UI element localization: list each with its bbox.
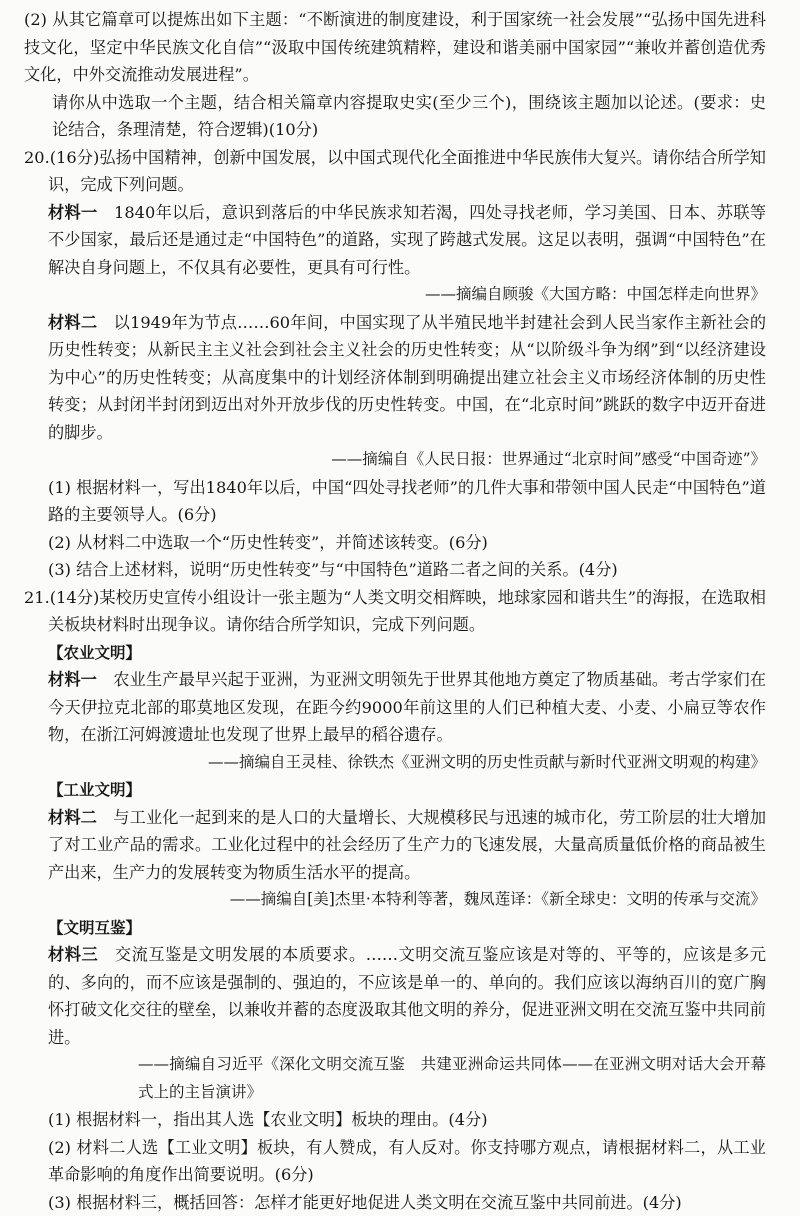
material-label: 材料一 <box>48 670 97 689</box>
material-source: ——摘编自习近平《深化文明交流互鉴 共建亚洲命运共同体——在亚洲文明对话大会开幕式上的主旨演讲》 <box>48 1051 766 1106</box>
question-number: 20. <box>24 148 50 167</box>
section-tag: 【文明互鉴】 <box>48 914 766 942</box>
material-label: 材料二 <box>48 808 97 827</box>
material-source: ——摘编自[美]杰里·本特利等著，魏凤莲译：《新全球史：文明的传承与交流》 <box>48 886 766 914</box>
material-text: 以1949年为节点……60年间，中国实现了从半殖民地半封建社会到人民当家作主新社会的历史性转变；从新民主主义社会到社会主义社会的历史性转变；从“以阶级斗争为纲”到“以经济建设为中心”的历史性转变；从高度集中的计划经济体制到明确提出建立社会主义市场经济体制的历史性转变；从封闭半封闭到迈出对外开放步伐的历史性转变。中国，在“北京时间”跳跃的数字中迈开奋进的脚步。 <box>48 313 766 442</box>
section-tag: 【工业文明】 <box>48 776 766 804</box>
question-21 <box>24 584 766 1216</box>
sub-question: (3) 根据材料三，概括回答：怎样才能更好地促进人类文明在交流互鉴中共同前进。(4分) <box>48 1189 766 1216</box>
sub-question: (1) 根据材料一，指出其人选【农业文明】板块的理由。(4分) <box>48 1106 766 1134</box>
material-text: 交流互鉴是文明发展的本质要求。……文明交流互鉴应该是对等的、平等的，应该是多元的、多向的，而不应该是强制的、强迫的，不应该是单一的、单向的。我们应该以海纳百川的宽广胸怀打破文化交往的壁垒，以兼收并蓄的态度汲取其他文明的养分，促进亚洲文明在交流互鉴中共同前进。 <box>48 945 766 1047</box>
q21-intro: (14分)某校历史宣传小组设计一张主题为“人类文明交相辉映，地球家园和谐共生”的海报，在选取相关板块材料时出现争议。请你结合所学知识，完成下列问题。 <box>48 588 766 635</box>
material-label: 材料二 <box>48 313 97 332</box>
material-text: 与工业化一起到来的是人口的大量增长、大规模移民与迅速的城市化，劳工阶层的壮大增加了对工业产品的需求。工业化过程中的社会经历了生产力的飞速发展，大量高质量低价格的商品被生产出来，生产力的发展转变为物质生活水平的提高。 <box>48 808 766 882</box>
material-text: 1840年以后，意识到落后的中华民族求知若渴，四处寻找老师，学习美国、日本、苏联等不少国家，最后还是通过走“中国特色”的道路，实现了跨越式发展。这足以表明，强调“中国特色”在解决自身问题上，不仅具有必要性，更具有可行性。 <box>48 203 766 277</box>
q19-part2-themes: (2) 从其它篇章可以提炼出如下主题：“不断演进的制度建设，利于国家统一社会发展”“弘扬中国先进科技文化，坚定中华民族文化自信”“汲取中国传统建筑精粹，建设和谐美丽中国家园”“兼收并蓄创造优秀文化，中外交流推动发展进程”。 <box>24 6 766 89</box>
material-source: ——摘编自《人民日报：世界通过“北京时间”感受“中国奇迹”》 <box>48 446 766 474</box>
question-20 <box>24 144 766 584</box>
section-tag: 【农业文明】 <box>48 639 766 667</box>
sub-question: (1) 根据材料一，写出1840年以后，中国“四处寻找老师”的几件大事和带领中国人民走“中国特色”道路的主要领导人。(6分) <box>48 474 766 529</box>
q19-part2-task: 请你从中选取一个主题，结合相关篇章内容提取史实(至少三个)，围绕该主题加以论述。(要求：史论结合，条理清楚，符合逻辑)(10分) <box>24 89 766 144</box>
q20-intro: (16分)弘扬中国精神，创新中国发展，以中国式现代化全面推进中华民族伟大复兴。请你结合所学知识，完成下列问题。 <box>48 148 766 195</box>
sub-question: (3) 结合上述材料，说明“历史性转变”与“中国特色”道路二者之间的关系。(4分) <box>48 556 766 584</box>
material-text: 农业生产最早兴起于亚洲，为亚洲文明领先于世界其他地方奠定了物质基础。考古学家们在今天伊拉克北部的耶莫地区发现，在距今约9000年前这里的人们已种植大麦、小麦、小扁豆等农作物，在浙江河姆渡遗址也发现了世界上最早的稻谷遗存。 <box>48 670 766 744</box>
material-source: ——摘编自顾骏《大国方略：中国怎样走向世界》 <box>48 281 766 309</box>
material-label: 材料三 <box>48 945 98 964</box>
question-19-part-2 <box>24 6 766 144</box>
material-label: 材料一 <box>48 203 98 222</box>
question-number: 21. <box>24 588 50 607</box>
sub-question: (2) 材料二人选【工业文明】板块，有人赞成，有人反对。你支持哪方观点，请根据材料二，从工业革命影响的角度作出简要说明。(6分) <box>48 1134 766 1189</box>
sub-question: (2) 从材料二中选取一个“历史性转变”，并简述该转变。(6分) <box>48 529 766 557</box>
material-source: ——摘编自王灵桂、徐铁杰《亚洲文明的历史性贡献与新时代亚洲文明观的构建》 <box>48 749 766 777</box>
